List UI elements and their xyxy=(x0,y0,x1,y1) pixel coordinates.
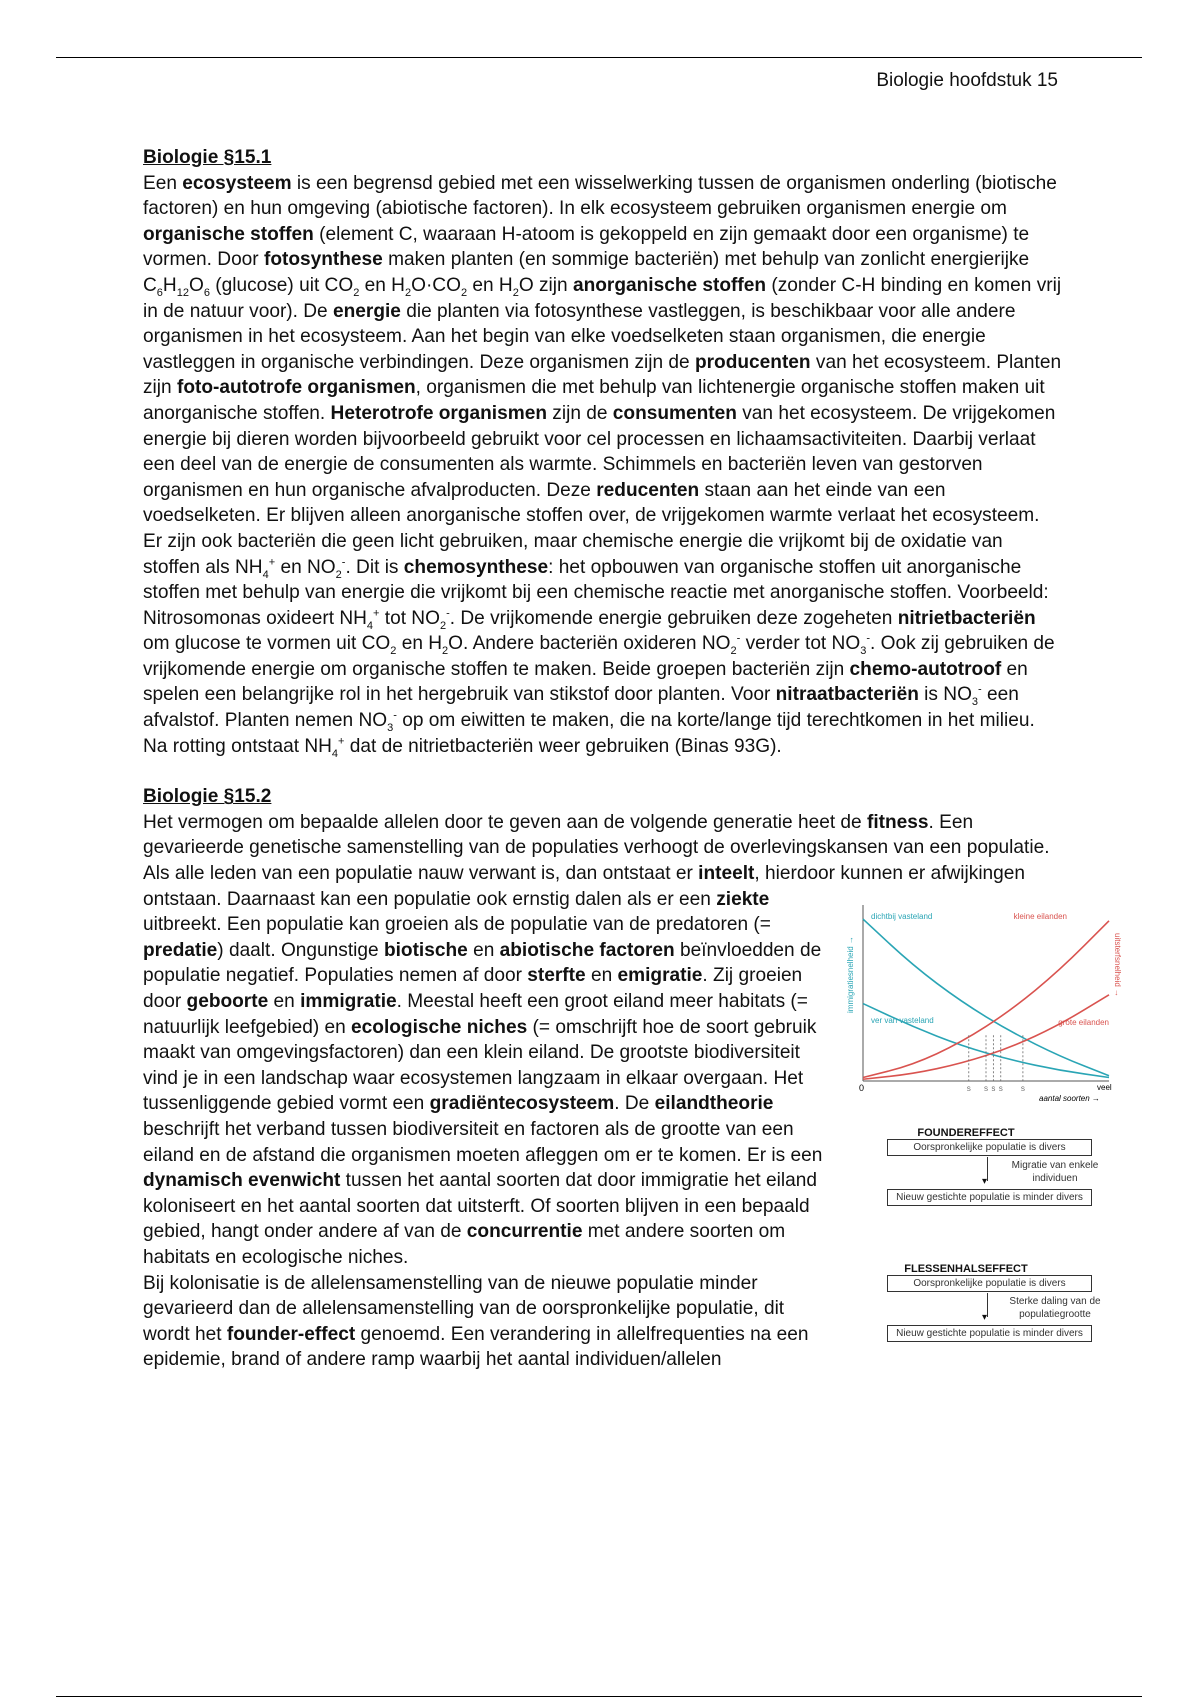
founder-arrow-label: Migratie van enkele individuen xyxy=(1011,1159,1099,1184)
bottleneck-arrow-label: Sterke daling van de populatiegrootte xyxy=(1009,1295,1101,1320)
equilibrium-marker-label: S xyxy=(984,1086,989,1093)
founder-box-original: Oorspronkelijke populatie is divers xyxy=(887,1139,1092,1156)
x-start-label: 0 xyxy=(859,1082,865,1093)
founder-box-new: Nieuw gestichte populatie is minder divers xyxy=(887,1189,1092,1206)
equilibrium-marker-label: S xyxy=(1020,1086,1025,1093)
bottleneck-effect-diagram xyxy=(841,1257,1101,1339)
bottleneck-arrowhead-icon: ▾ xyxy=(982,1311,988,1323)
paragraph-ecosystem: Een ecosysteem is een begrensd gebied met een wisselwerking tussen de organismen onderling (biotische factoren) en hun omgeving (abiotische factoren). In elk ecosysteem gebruiken organismen energie om organische stoffen (element C, waaraan H-atoom is gekoppeld en zijn gemaakt door een organisme) te vormen. Door fotosynthese maken planten (en sommige bacteriën) met behulp van zonlicht energierijke $C_6H_{12}O_6$ (glucose) uit $CO_2$ en $H_2O\cdot CO_2$ en $H_2O$ zijn anorganische stoffen (zonder C-H binding en komen vrij in de natuur voor). De energie die planten via fotosynthese vastleggen, is beschikbaar voor alle andere organismen in het ecosysteem. Aan het begin van elke voedselketen staan organismen, die energie vastleggen in organische verbindingen. Deze organismen zijn de producenten van het ecosysteem. Planten zijn foto-autotrofe organismen, organismen die met behulp van lichtenergie organische stoffen maken uit anorganische stoffen. Heterotrofe organismen zijn de consumenten van het ecosysteem. De vrijgekomen energie bij dieren worden bijvoorbeeld gebruikt voor cel processen en lichaamsactiviteiten. Daarbij verlaat een deel van de energie de consumenten als warmte. Schimmels en bacteriën leven van gestorven organismen en hun organische afvalproducten. Deze reducenten staan aan het einde van een voedselketen. Er blijven alleen anorganische stoffen over, de vrijgekomen warmte verlaat het ecosysteem. xyxy=(143,172,1062,527)
x-end-label: veel xyxy=(1097,1082,1112,1092)
paragraph-founder-effect: Bij kolonisatie is de allelensamenstelling van de nieuwe populatie minder gevarieerd dan de allelensamenstelling van de oorspronkelijke populatie, dit wordt het founder-effect genoemd. Een verandering in allelfrequenties na een epidemie, brand of andere ramp waarbij het aantal individuen/allelen xyxy=(143,1272,809,1371)
series-line-kleine-eilanden xyxy=(863,920,1109,1077)
section-title-15-2: Biologie §15.2 xyxy=(143,786,272,808)
y-axis-label-left: immigratiesnelheid → xyxy=(846,935,855,1013)
founder-effect-title: FOUNDEREFFECT xyxy=(917,1126,1015,1139)
bottleneck-box-original: Oorspronkelijke populatie is divers xyxy=(887,1275,1092,1292)
top-rule xyxy=(56,57,1142,58)
bottleneck-effect-title: FLESSENHALSEFFECT xyxy=(904,1262,1028,1275)
y-axis-label-right: uitsterfsnelheid → xyxy=(1113,932,1122,997)
equilibrium-marker-label: S xyxy=(991,1086,996,1093)
page-header: Biologie hoofdstuk 15 xyxy=(876,70,1058,91)
section-title-15-1: Biologie §15.1 xyxy=(143,147,272,168)
equilibrium-marker-label: S xyxy=(998,1086,1003,1093)
bottleneck-box-new: Nieuw gestichte populatie is minder divers xyxy=(887,1325,1092,1342)
founder-arrowhead-icon: ▾ xyxy=(982,1175,988,1187)
legend-near-mainland: dichtbij vasteland xyxy=(871,911,933,921)
legend-small-islands: kleine eilanden xyxy=(1013,911,1067,921)
legend-far-mainland: ver van vasteland xyxy=(871,1015,934,1025)
island-theory-chart xyxy=(841,893,1121,1103)
document-body xyxy=(143,145,1122,1398)
paragraph-chemosynthesis: Er zijn ook bacteriën die geen licht gebruiken, maar chemische energie die vrijkomt bij de oxidatie van stoffen als $NH_4^+$ en $NO_2^-$. Dit is chemosynthese: het opbouwen van organische stoffen uit anorganische stoffen met behulp van energie die vrijkomt bij een chemische reactie met anorganische stoffen. Voorbeeld: Nitrosomonas oxideert $NH_4^+$ tot $NO_2^-$. De vrijkomende energie gebruiken deze zogeheten nitrietbacteriën om glucose te vormen uit $CO_2$ en $H_2O$. Andere bacteriën oxideren $NO_2^-$ verder tot $NO_3^-$. Ook zij gebruiken de vrijkomende energie om organische stoffen te maken. Beide groepen bacteriën zijn chemo-autotroof en spelen een belangrijke rol in het hergebruik van stikstof door planten. Voor nitraatbacteriën is $NO_3^-$ een afvalstof. Planten nemen $NO_3^-$ op om eiwitten te maken, die na korte/lange tijd terechtkomen in het milieu. Na rotting ontstaat $NH_4^+$ dat de nitrietbacteriën weer gebruiken (Binas 93G). xyxy=(143,530,1055,760)
island-theory-figure xyxy=(841,893,1121,1398)
paragraph-fitness-intro: Het vermogen om bepaalde allelen door te geven aan de volgende generatie heet de fitness. Een gevarieerde genetische samenstelling van de populaties verhoogt de overlevingskansen van een populatie. Als alle leden van een populatie nauw verwant is, dan ontstaat er inteelt, hierdoor kunnen er afwijkingen ontstaan. Daarnaast kan een populatie ook ernstig dalen als er een ziekte immigratiesnelheid → uitsterfsnelheid → 0 veel aantal soorten → S S S S S dichtbij vasteland ver van vasteland kleine eilanden grote eilanden FOUNDEREFFECT Oorspronkelijke populatie is divers ▾ Migratie van enkele individuen Nieuw gestichte populatie is minder divers FLESSENHALSEFFECT Oorspronkelijke populatie is divers ▾ Sterke daling van de populatiegrootte Nieuw gestichte populatie is minder divers uitbreekt. Een populatie kan groeien als de populatie van de predatoren (= predatie) daalt. Ongunstige biotische en abiotische factoren beïnvloedden de populatie negatief. Populaties nemen af door sterfte en emigratie. Zij groeien door geboorte en immigratie. Meestal heeft een groot eiland meer habitats (= natuurlijk leefgebied) en ecologische niches (= omschrijft hoe de soort gebruik maakt van omgevingsfactoren) dan een klein eiland. De grootste biodiversiteit vind je in een landschap waar ecosystemen langzaam in elkaar overgaan. Het tussenliggende gebied vormt een gradiëntecosysteem. De eilandtheorie beschrijft het verband tussen biodiversiteit en factoren als de grootte van een eiland en de afstand die organismen moeten afleggen om er te komen. Er is een dynamisch evenwicht tussen het aantal soorten dat door immigratie het eiland koloniseert en het aantal soorten dat uitsterft. Of soorten blijven in een bepaald gebied, hangt onder andere af van de concurrentie met andere soorten om habitats en ecologische niches. xyxy=(143,810,1063,1271)
legend-large-islands: grote eilanden xyxy=(1058,1017,1109,1027)
bottleneck-arrow xyxy=(987,1293,988,1317)
equilibrium-marker-label: S xyxy=(966,1086,971,1093)
x-axis-label: aantal soorten → xyxy=(1039,1093,1100,1103)
founder-effect-diagram xyxy=(841,1121,1099,1203)
bottom-rule xyxy=(56,1696,1142,1697)
founder-arrow xyxy=(987,1157,988,1181)
